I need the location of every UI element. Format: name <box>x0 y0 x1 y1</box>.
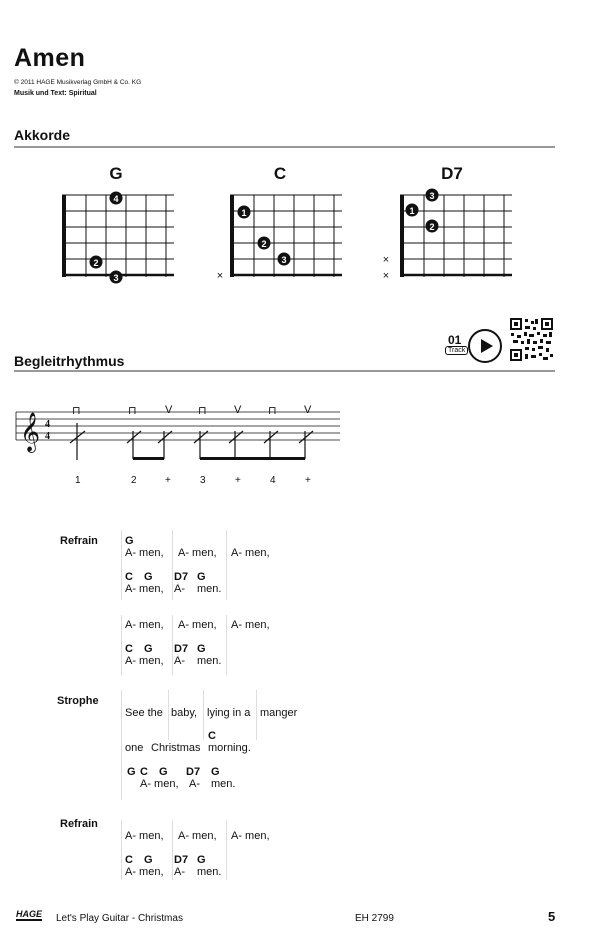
muted-string-marker: × <box>382 254 390 266</box>
rhythm-staff <box>0 395 600 470</box>
qr-code[interactable] <box>509 317 554 362</box>
chord-symbol: G <box>159 766 168 778</box>
chord-symbol: G <box>125 535 134 547</box>
lyric: A- men, <box>125 619 164 631</box>
chord-symbol: C <box>208 730 216 742</box>
beat-count: 2 <box>131 475 137 486</box>
lyric: A- men, <box>125 583 164 595</box>
lyric: A- men, <box>178 619 217 631</box>
treble-clef-icon: 𝄞 <box>20 412 41 452</box>
lyric: A- men, <box>178 547 217 559</box>
lyric: men. <box>211 778 236 790</box>
chord-symbol: D7 <box>174 643 189 655</box>
strum-up-icon: V <box>304 404 312 416</box>
chord-diagram-d7 <box>383 189 512 283</box>
strum-down-icon: ⊓ <box>128 405 137 417</box>
rhythm-heading: Begleitrhythmus <box>14 353 125 369</box>
chord-symbol: G <box>197 854 206 866</box>
beat-count: 1 <box>75 475 81 486</box>
book-title: Let's Play Guitar - Christmas <box>56 913 183 924</box>
lyric: men. <box>197 583 222 595</box>
lyric: Christmas <box>151 742 201 754</box>
finger-label: 2 <box>93 258 99 268</box>
lyric: A- men, <box>125 830 164 842</box>
chord-symbol: G <box>197 571 206 583</box>
chord-symbol: G <box>144 643 153 655</box>
finger-label: 3 <box>113 273 119 283</box>
lyric: A- men, <box>231 619 270 631</box>
chord-diagram-g <box>62 192 174 284</box>
page-number: 5 <box>548 909 556 924</box>
chord-symbol: D7 <box>174 571 189 583</box>
track-number: 01 <box>448 333 462 347</box>
time-signature-top: 4 <box>45 419 50 430</box>
lyric: A- men, <box>125 866 164 878</box>
lyric: men. <box>197 655 222 667</box>
strum-down-icon: ⊓ <box>198 405 207 417</box>
beam <box>200 457 305 460</box>
track-label: Track <box>445 346 468 355</box>
beam <box>133 457 164 460</box>
beat-count: 3 <box>200 475 206 486</box>
strum-down-icon: ⊓ <box>268 405 277 417</box>
lyric: A- <box>189 778 200 790</box>
lyric: A- men, <box>125 547 164 559</box>
chord-symbol: G <box>144 854 153 866</box>
play-button[interactable] <box>468 329 502 363</box>
chord-symbol: D7 <box>186 766 201 778</box>
svg-text:1: 1 <box>409 206 415 216</box>
strophe-label: Strophe <box>57 695 99 707</box>
play-icon <box>470 331 500 361</box>
chord-symbol: C <box>140 766 148 778</box>
refrain-label: Refrain <box>60 818 98 830</box>
lyric: A- men, <box>231 547 270 559</box>
strum-down-icon: ⊓ <box>72 405 81 417</box>
lyric: men. <box>197 866 222 878</box>
chord-symbol: C <box>125 854 133 866</box>
refrain-label: Refrain <box>60 535 98 547</box>
beat-count: + <box>235 475 241 486</box>
muted-string-marker: × <box>216 270 224 282</box>
credits: Musik und Text: Spiritual <box>14 90 97 97</box>
strum-up-icon: V <box>165 404 173 416</box>
svg-text:2: 2 <box>261 239 267 249</box>
svg-text:1: 1 <box>241 208 247 218</box>
chord-symbol: G <box>211 766 220 778</box>
catalog-code: EH 2799 <box>355 913 394 924</box>
lyric: See the <box>125 707 163 719</box>
svg-text:2: 2 <box>429 222 435 232</box>
page-title: Amen <box>14 44 86 72</box>
chord-diagram-c <box>217 195 342 282</box>
svg-text:3: 3 <box>429 191 435 201</box>
publisher-logo: HAGE <box>16 909 43 919</box>
chord-diagrams <box>0 0 600 300</box>
lyric: A- <box>174 866 185 878</box>
lyric: A- men, <box>231 830 270 842</box>
chord-symbol: D7 <box>174 854 189 866</box>
beat-count: + <box>305 475 311 486</box>
lyric: A- men, <box>125 655 164 667</box>
lyric: A- <box>174 655 185 667</box>
chord-symbol: C <box>125 643 133 655</box>
finger-label: 4 <box>113 194 119 204</box>
lyric: lying in a <box>207 707 251 719</box>
lyric: manger <box>260 707 298 719</box>
beat-count: 4 <box>270 475 276 486</box>
chord-name-g: G <box>109 164 123 183</box>
lyric: A- <box>174 583 185 595</box>
strum-up-icon: V <box>234 404 242 416</box>
muted-string-marker: × <box>382 270 390 282</box>
chord-symbol: G <box>127 766 136 778</box>
copyright-note: © 2011 HAGE Musikverlag GmbH & Co. KG <box>14 79 142 86</box>
lyric: A- men, <box>140 778 179 790</box>
chord-symbol: C <box>125 571 133 583</box>
lyric: morning. <box>208 742 251 754</box>
time-signature-bottom: 4 <box>45 431 50 442</box>
lyric: A- men, <box>178 830 217 842</box>
chords-heading: Akkorde <box>14 127 71 143</box>
rhythm-divider <box>14 370 555 372</box>
chord-symbol: G <box>197 643 206 655</box>
lyric: baby, <box>171 707 198 719</box>
svg-text:3: 3 <box>281 255 287 265</box>
lyric: one <box>125 742 144 754</box>
beat-count: + <box>165 475 171 486</box>
chord-symbol: G <box>144 571 153 583</box>
chord-name-d7: D7 <box>441 164 463 183</box>
chord-name-c: C <box>273 164 287 183</box>
